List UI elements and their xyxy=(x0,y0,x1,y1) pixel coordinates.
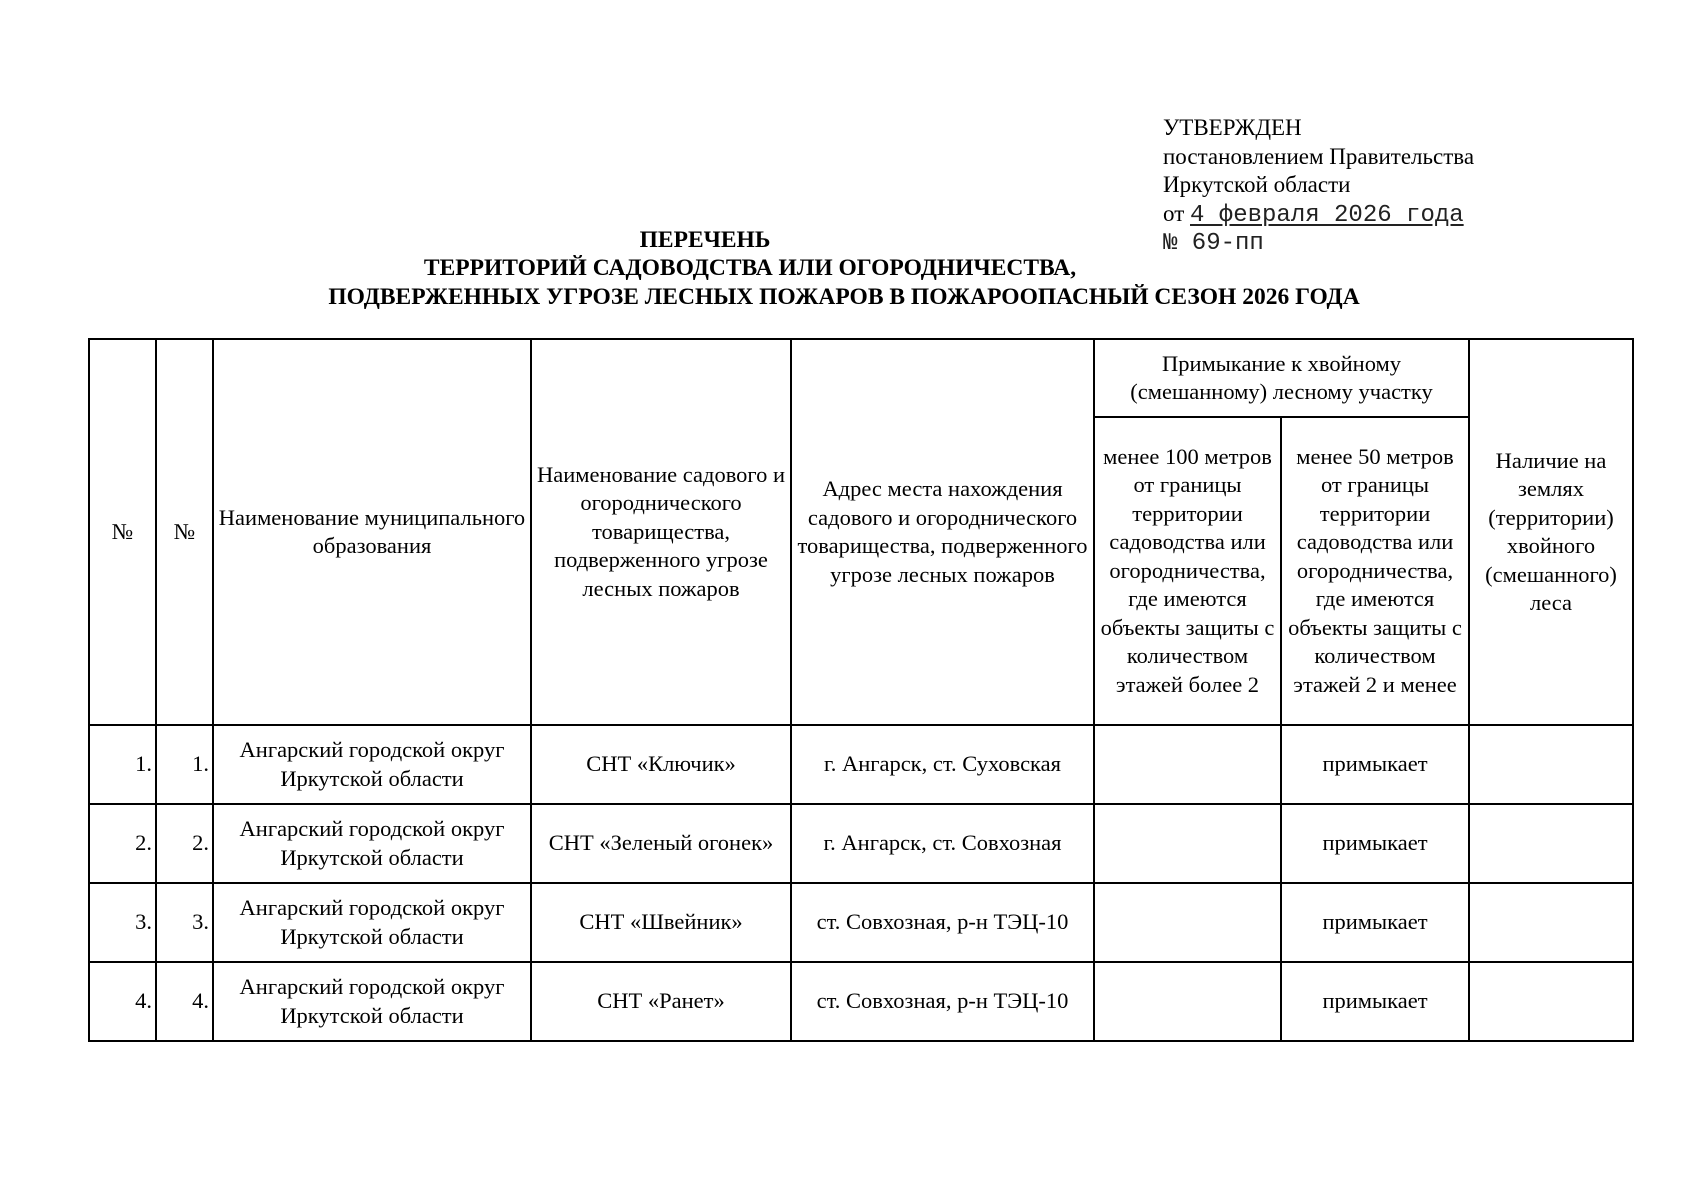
cell-adjacency-50: примыкает xyxy=(1281,962,1469,1041)
table-row xyxy=(89,725,1633,804)
cell-forest-presence xyxy=(1469,883,1633,962)
cell-address: ст. Совхозная, р-н ТЭЦ-10 xyxy=(791,962,1094,1041)
header-adjacency-group: Примыкание к хвойному (смешанному) лесному участку xyxy=(1094,339,1469,417)
approval-date-prefix: от xyxy=(1163,200,1185,226)
cell-address: г. Ангарск, ст. Суховская xyxy=(791,725,1094,804)
header-adjacency-50: менее 50 метров от границы территории садоводства или огородничества, где имеются объекты защиты с количеством этажей 2 и менее xyxy=(1281,417,1469,725)
document-subtitle-2: ПОДВЕРЖЕННЫХ УГРОЗЕ ЛЕСНЫХ ПОЖАРОВ В ПОЖАРООПАСНЫЙ СЕЗОН 2026 ГОДА xyxy=(328,284,1360,310)
cell-num-1: 1. xyxy=(89,725,156,804)
cell-num-2: 1. xyxy=(156,725,213,804)
cell-num-1: 4. xyxy=(89,962,156,1041)
header-num-2: № xyxy=(156,339,213,725)
cell-num-2: 4. xyxy=(156,962,213,1041)
cell-municipality: Ангарский городской округ Иркутской области xyxy=(213,962,531,1041)
header-partnership-name: Наименование садового и огороднического товарищества, подверженного угрозе лесных пожаров xyxy=(531,339,791,725)
cell-partnership: СНТ «Зеленый огонек» xyxy=(531,804,791,883)
cell-num-2: 3. xyxy=(156,883,213,962)
table-header-row xyxy=(89,339,1633,417)
approval-date-value: 4 февраля 2026 года xyxy=(1190,201,1464,229)
approval-heading: УТВЕРЖДЕН xyxy=(1163,115,1302,140)
cell-municipality: Ангарский городской округ Иркутской области xyxy=(213,725,531,804)
header-forest-presence: Наличие на землях (территории) хвойного (смешанного) леса xyxy=(1469,339,1633,725)
table-row xyxy=(89,804,1633,883)
cell-num-1: 2. xyxy=(89,804,156,883)
cell-adjacency-100 xyxy=(1094,962,1281,1041)
cell-forest-presence xyxy=(1469,962,1633,1041)
document-title: ПЕРЕЧЕНЬ xyxy=(639,227,771,253)
cell-adjacency-50: примыкает xyxy=(1281,725,1469,804)
cell-municipality: Ангарский городской округ Иркутской области xyxy=(213,804,531,883)
approval-number: № 69-пп xyxy=(1163,230,1264,257)
cell-address: ст. Совхозная, р-н ТЭЦ-10 xyxy=(791,883,1094,962)
cell-partnership: СНТ «Ранет» xyxy=(531,962,791,1041)
cell-partnership: СНТ «Швейник» xyxy=(531,883,791,962)
cell-num-1: 3. xyxy=(89,883,156,962)
table-row xyxy=(89,883,1633,962)
cell-forest-presence xyxy=(1469,725,1633,804)
approval-region: Иркутской области xyxy=(1163,172,1351,197)
table-row xyxy=(89,962,1633,1041)
cell-adjacency-100 xyxy=(1094,804,1281,883)
cell-adjacency-50: примыкает xyxy=(1281,883,1469,962)
header-num-1: № xyxy=(89,339,156,725)
approval-authority: постановлением Правительства xyxy=(1163,143,1475,169)
header-adjacency-100: менее 100 метров от границы территории садоводства или огородничества, где имеются объекты защиты с количеством этажей более 2 xyxy=(1094,417,1281,725)
cell-municipality: Ангарский городской округ Иркутской области xyxy=(213,883,531,962)
cell-address: г. Ангарск, ст. Совхозная xyxy=(791,804,1094,883)
cell-adjacency-50: примыкает xyxy=(1281,804,1469,883)
header-address: Адрес места нахождения садового и огороднического товарищества, подверженного угрозе лесных пожаров xyxy=(791,339,1094,725)
document-subtitle-1: ТЕРРИТОРИЙ САДОВОДСТВА ИЛИ ОГОРОДНИЧЕСТВА, xyxy=(423,255,1077,281)
territories-table xyxy=(88,338,1634,1042)
cell-adjacency-100 xyxy=(1094,883,1281,962)
cell-num-2: 2. xyxy=(156,804,213,883)
cell-partnership: СНТ «Ключик» xyxy=(531,725,791,804)
cell-adjacency-100 xyxy=(1094,725,1281,804)
header-municipality: Наименование муниципального образования xyxy=(213,339,531,725)
cell-forest-presence xyxy=(1469,804,1633,883)
